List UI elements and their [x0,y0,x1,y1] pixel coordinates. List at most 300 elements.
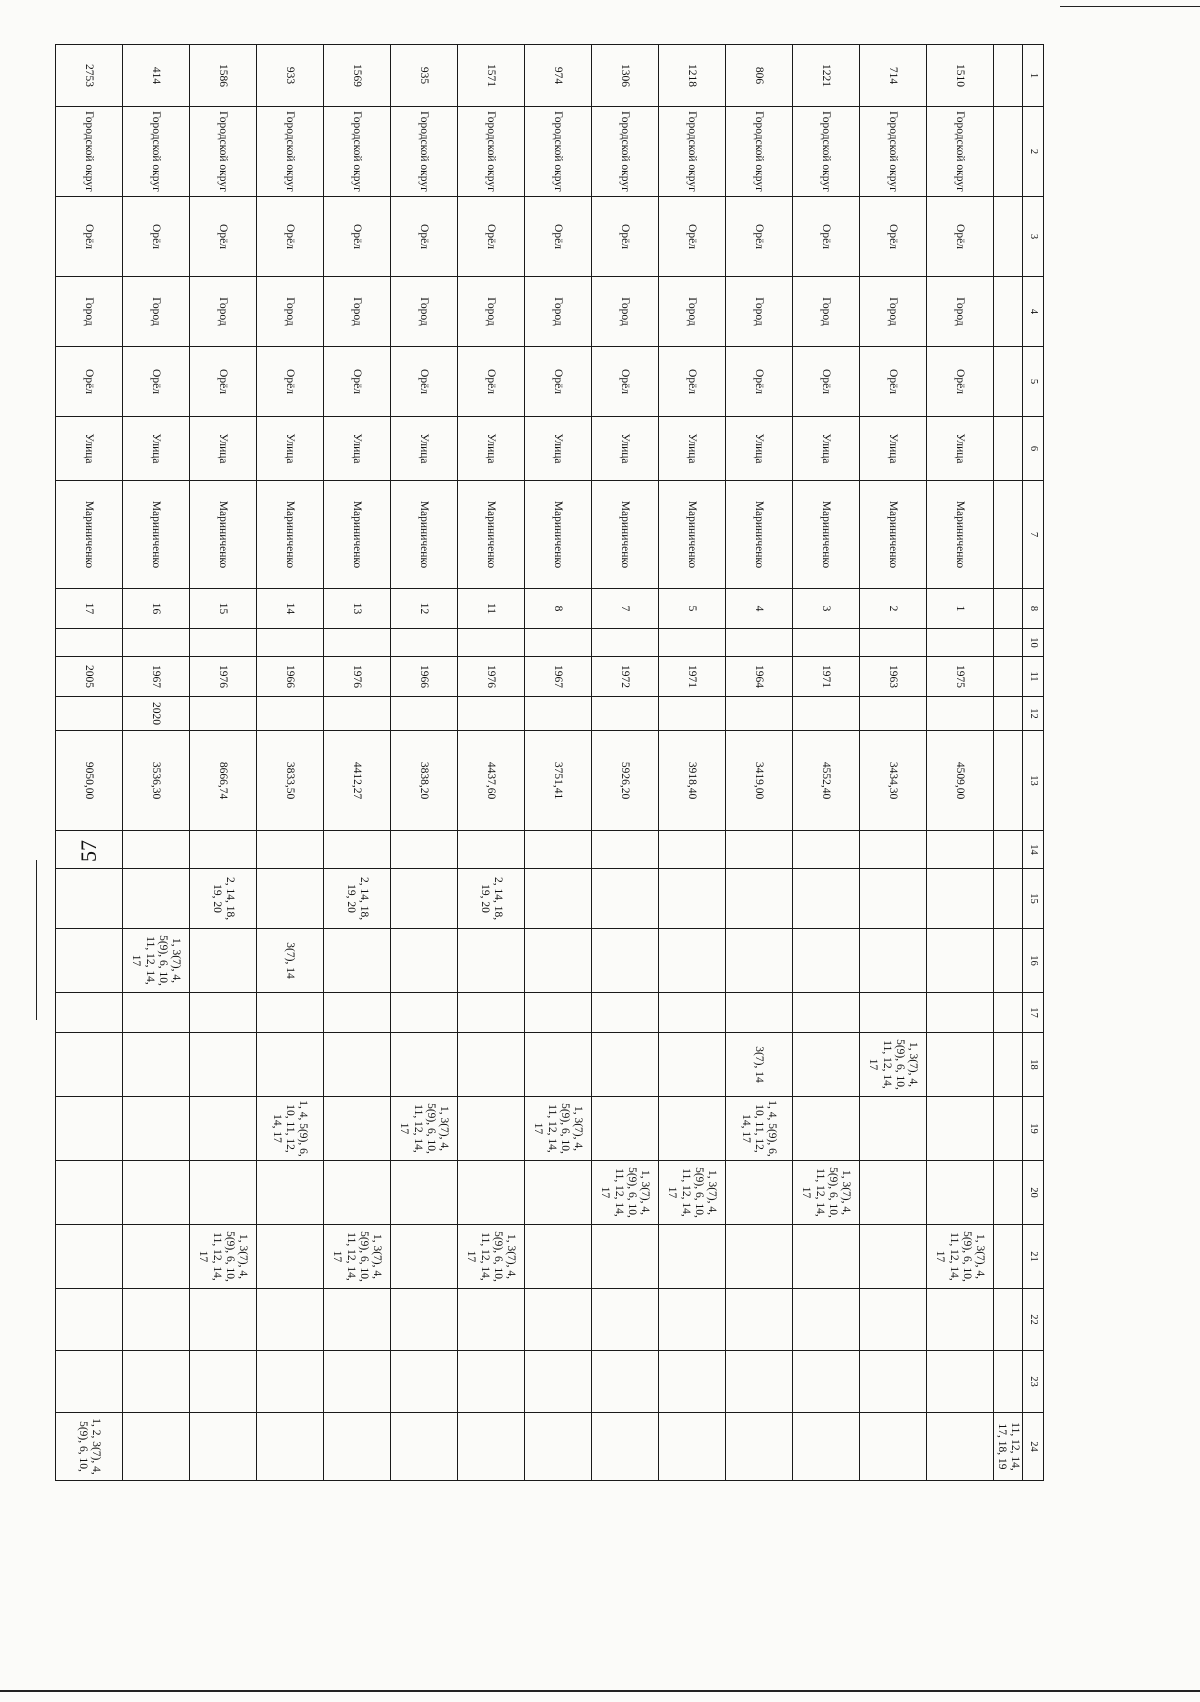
table-cell [859,929,926,993]
table-cell: 1976 [457,657,524,697]
column-header: 18 [1023,1033,1044,1097]
table-cell [591,1033,658,1097]
table-cell: Город [524,277,591,347]
table-cell: Мариниченко [792,481,859,589]
table-cell: Улица [792,417,859,481]
table-cell [725,1161,792,1225]
table-cell [524,1351,591,1413]
table-row [524,45,591,1481]
table-cell [122,629,189,657]
table-cell [725,1289,792,1351]
table-cell [390,1289,457,1351]
table-cell: Мариниченко [323,481,390,589]
table-cell [390,929,457,993]
table-cell [457,993,524,1033]
table-cell [323,1033,390,1097]
table-cell [457,1033,524,1097]
table-cell: Город [189,277,256,347]
table-cell: 7 [591,589,658,629]
table-cell [55,831,122,869]
table-cell [926,1413,993,1481]
table-cell [457,697,524,731]
table-cell [457,1289,524,1351]
table-cell [256,831,323,869]
table-cell [658,1351,725,1413]
table-cell [591,1289,658,1351]
column-header: 11 [1023,657,1044,697]
table-cell [926,697,993,731]
table-cell [725,629,792,657]
table-cell: Город [457,277,524,347]
table-cell [926,1289,993,1351]
table-cell: Мариниченко [658,481,725,589]
spacer-cell [993,993,1022,1033]
spacer-cell [993,589,1022,629]
table-cell: Мариниченко [189,481,256,589]
table-cell: Улица [390,417,457,481]
table-cell: Городской округ [189,107,256,197]
table-cell: 17 [55,589,122,629]
table-cell: Город [55,277,122,347]
table-cell: Орёл [122,197,189,277]
table-cell: Улица [859,417,926,481]
table-cell: 3(7), 14 [725,1033,792,1097]
table-cell: 2, 14, 18, 19, 20 [189,869,256,929]
table-cell: Орёл [457,197,524,277]
spacer-cell [993,1033,1022,1097]
table-cell: Город [323,277,390,347]
table-cell [524,1161,591,1225]
table-cell: Город [792,277,859,347]
column-header: 23 [1023,1351,1044,1413]
table-cell [55,629,122,657]
column-header: 10 [1023,629,1044,657]
table-cell: Город [926,277,993,347]
table-cell: Орёл [591,197,658,277]
table-cell: 2020 [122,697,189,731]
table-cell: 1, 3(7), 4, 5(9), 6, 10, 11, 12, 14, 17 [524,1097,591,1161]
table-cell: Орёл [859,197,926,277]
table-cell [591,629,658,657]
column-header: 20 [1023,1161,1044,1225]
table-cell [122,1033,189,1097]
table-cell [524,1033,591,1097]
table-cell: 1972 [591,657,658,697]
table-cell [189,1351,256,1413]
table-cell [859,1225,926,1289]
table-cell: Мариниченко [256,481,323,589]
table-cell: 1, 4, 5(9), 6, 10, 11, 12, 14, 17 [256,1097,323,1161]
table-cell [323,1413,390,1481]
table-cell: 1571 [457,45,524,107]
table-cell [792,629,859,657]
table-cell [55,929,122,993]
table-cell: 1971 [658,657,725,697]
table-cell [390,1351,457,1413]
table-cell: Орёл [323,197,390,277]
table-cell: 4 [725,589,792,629]
table-cell: 1, 3(7), 4, 5(9), 6, 10, 11, 12, 14, 17 [591,1161,658,1225]
table-cell [256,993,323,1033]
table-cell [591,831,658,869]
table-cell: Улица [323,417,390,481]
table-cell: 2, 14, 18, 19, 20 [323,869,390,929]
table-cell [55,1225,122,1289]
table-cell: Городской округ [524,107,591,197]
table-cell [792,869,859,929]
table-cell: 11 [457,589,524,629]
table-cell: 1964 [725,657,792,697]
table-cell: Городской округ [859,107,926,197]
table-cell: 933 [256,45,323,107]
table-cell [457,831,524,869]
table-cell [792,1413,859,1481]
table-cell [658,869,725,929]
column-header: 3 [1023,197,1044,277]
table-cell [926,929,993,993]
table-cell [658,1289,725,1351]
data-table-rotated [76,44,1044,1475]
table-cell: Орёл [457,347,524,417]
table-cell [55,1351,122,1413]
table-cell: Город [725,277,792,347]
table-cell [725,697,792,731]
table-row [859,45,926,1481]
table-cell: Улица [256,417,323,481]
table-cell: 1976 [323,657,390,697]
table-cell: 1, 3(7), 4, 5(9), 6, 10, 11, 12, 14, 17 [457,1225,524,1289]
table-cell: Город [591,277,658,347]
table-cell [189,929,256,993]
table-cell: Улица [658,417,725,481]
table-cell [658,929,725,993]
table-cell: Орёл [524,197,591,277]
table-cell: Городской округ [390,107,457,197]
table-row [390,45,457,1481]
table-cell [189,629,256,657]
spacer-cell [993,657,1022,697]
table-cell: 14 [256,589,323,629]
table-cell: Орёл [189,197,256,277]
table-row [55,45,122,1481]
table-cell: 1, 4, 5(9), 6, 10, 11, 12, 14, 17 [725,1097,792,1161]
table-cell [189,1413,256,1481]
table-cell [658,831,725,869]
table-cell: Орёл [390,197,457,277]
table-cell: Орёл [725,347,792,417]
column-header: 14 [1023,831,1044,869]
column-header: 2 [1023,107,1044,197]
table-cell [859,1289,926,1351]
spacer-cell [993,417,1022,481]
table-cell: 1, 3(7), 4, 5(9), 6, 10, 11, 12, 14, 17 [189,1225,256,1289]
table-cell [323,831,390,869]
table-cell: Мариниченко [926,481,993,589]
table-cell: 5 [658,589,725,629]
table-cell: 1967 [524,657,591,697]
table-cell [122,1413,189,1481]
table-cell: Городской округ [658,107,725,197]
table-cell: Улица [524,417,591,481]
table-cell [792,831,859,869]
column-header: 16 [1023,929,1044,993]
table-cell [725,1225,792,1289]
table-cell [390,993,457,1033]
table-cell: Орёл [926,347,993,417]
table-cell: 3 [792,589,859,629]
table-cell: Орёл [591,347,658,417]
table-cell: 3751,41 [524,731,591,831]
table-cell: Город [390,277,457,347]
table-cell: Город [122,277,189,347]
table-cell [658,1413,725,1481]
table-cell [189,1289,256,1351]
table-cell [591,929,658,993]
table-row [122,45,189,1481]
table-row [658,45,725,1481]
column-header: 1 [1023,45,1044,107]
table-cell: Мариниченко [524,481,591,589]
table-cell [55,1289,122,1351]
table-cell: Орёл [658,197,725,277]
table-cell: Городской округ [323,107,390,197]
table-cell [457,929,524,993]
table-cell [792,929,859,993]
bottom-edge-line [0,1690,1200,1692]
table-cell: Орёл [792,197,859,277]
table-cell [457,1097,524,1161]
table-cell: Мариниченко [591,481,658,589]
table-cell: 12 [390,589,457,629]
table-cell [658,1097,725,1161]
spacer-cell [993,45,1022,107]
table-cell: Городской округ [256,107,323,197]
table-cell [524,1225,591,1289]
table-row [323,45,390,1481]
table-cell [658,993,725,1033]
table-cell: Мариниченко [725,481,792,589]
table-cell: Городской округ [457,107,524,197]
spacer-cell [993,197,1022,277]
table-cell [189,1033,256,1097]
table-cell: 3434,30 [859,731,926,831]
table-cell [122,1289,189,1351]
table-cell [658,1225,725,1289]
table-cell: 1, 3(7), 4, 5(9), 6, 10, 11, 12, 14, 17 [792,1161,859,1225]
table-cell [792,1225,859,1289]
table-cell [725,929,792,993]
table-cell [725,1413,792,1481]
table-cell: 1, 3(7), 4, 5(9), 6, 10, 11, 12, 14, 17 [926,1225,993,1289]
table-cell [390,831,457,869]
table-cell [859,993,926,1033]
table-cell: Мариниченко [390,481,457,589]
table-cell: 4552,40 [792,731,859,831]
table-cell: 1, 3(7), 4, 5(9), 6, 10, 11, 12, 14, 17 [323,1225,390,1289]
table-cell [256,1225,323,1289]
table-cell: Орёл [859,347,926,417]
column-header: 8 [1023,589,1044,629]
table-cell [189,1097,256,1161]
table-cell: 1, 2, 3(7), 4, 5(9), 6, 10, [55,1413,122,1481]
table-row [457,45,524,1481]
column-header: 7 [1023,481,1044,589]
table-cell [591,993,658,1033]
spacer-cell [993,1225,1022,1289]
table-cell [926,1161,993,1225]
spacer-cell [993,629,1022,657]
table-cell [725,993,792,1033]
table-cell [792,1033,859,1097]
table-cell: 1966 [390,657,457,697]
table-cell [926,993,993,1033]
table-row [256,45,323,1481]
table-cell: 1569 [323,45,390,107]
table-cell [256,1161,323,1225]
table-cell [524,1413,591,1481]
table-cell [457,1161,524,1225]
table-cell [122,1225,189,1289]
table-cell [859,1413,926,1481]
table-cell [390,1033,457,1097]
top-edge-line [1060,6,1200,7]
table-cell: 3419,00 [725,731,792,831]
table-cell: 3833,50 [256,731,323,831]
table-cell [725,1351,792,1413]
table-cell [524,993,591,1033]
top-right-note: 11, 12, 14, 17, 18, 19 [993,1413,1022,1481]
table-cell: Городской округ [725,107,792,197]
table-cell [792,1097,859,1161]
table-cell [792,697,859,731]
table-cell [926,869,993,929]
table-cell [457,629,524,657]
table-cell [524,1289,591,1351]
table-cell [390,1225,457,1289]
table-cell: 414 [122,45,189,107]
column-header: 21 [1023,1225,1044,1289]
column-header: 15 [1023,869,1044,929]
table-cell [859,697,926,731]
table-cell [524,869,591,929]
column-header: 17 [1023,993,1044,1033]
table-cell: Город [658,277,725,347]
spacer-cell [993,1161,1022,1225]
table-cell: Городской округ [122,107,189,197]
table-cell [256,1289,323,1351]
column-header: 13 [1023,731,1044,831]
table-cell: 4412,27 [323,731,390,831]
table-cell [524,831,591,869]
table-cell [256,629,323,657]
table-cell [591,1351,658,1413]
page-number: 57 [76,840,101,862]
table-cell [323,993,390,1033]
table-cell [591,1225,658,1289]
table-row [189,45,256,1481]
spacer-row [993,45,1022,1481]
table-cell [926,1351,993,1413]
table-cell: 1218 [658,45,725,107]
table-cell: 1586 [189,45,256,107]
table-cell [792,1351,859,1413]
table-row [926,45,993,1481]
table-cell: 4437,60 [457,731,524,831]
column-header: 6 [1023,417,1044,481]
column-header: 24 [1023,1413,1044,1481]
table-cell: 806 [725,45,792,107]
table-cell: 3918,40 [658,731,725,831]
table-cell: 1221 [792,45,859,107]
table-cell: 1510 [926,45,993,107]
spacer-cell [993,347,1022,417]
table-row [725,45,792,1481]
spacer-cell [993,107,1022,197]
table-cell: Орёл [256,197,323,277]
table-cell: Улица [122,417,189,481]
table-cell: Мариниченко [55,481,122,589]
table-cell [390,869,457,929]
spacer-cell [993,277,1022,347]
table-cell [323,629,390,657]
table-cell: 1976 [189,657,256,697]
spacer-cell [993,869,1022,929]
table-cell [524,629,591,657]
table-cell [390,1413,457,1481]
table-cell [122,831,189,869]
table-cell [323,1097,390,1161]
table-cell: Орёл [189,347,256,417]
table-cell: Орёл [725,197,792,277]
table-cell: Городской округ [55,107,122,197]
table-cell: 1, 3(7), 4, 5(9), 6, 10, 11, 12, 14, 17 [122,929,189,993]
table-cell: Орёл [55,347,122,417]
table-cell: Город [256,277,323,347]
spacer-cell [993,831,1022,869]
table-cell [256,697,323,731]
table-cell [926,1097,993,1161]
spacer-cell [993,1289,1022,1351]
table-cell [323,697,390,731]
table-cell: 935 [390,45,457,107]
table-cell: 3838,20 [390,731,457,831]
column-header: 5 [1023,347,1044,417]
spacer-cell [993,731,1022,831]
column-header: 22 [1023,1289,1044,1351]
spacer-cell [993,1351,1022,1413]
table-row [792,45,859,1481]
table-cell: 714 [859,45,926,107]
table-cell: 4509,00 [926,731,993,831]
table-cell [189,993,256,1033]
table-cell [55,1097,122,1161]
table-cell: Орёл [792,347,859,417]
table-cell [256,869,323,929]
table-cell: Улица [457,417,524,481]
table-cell: Улица [55,417,122,481]
table-cell [859,869,926,929]
left-margin-line [36,860,37,1020]
table-cell: Орёл [390,347,457,417]
table-cell: 1963 [859,657,926,697]
table-cell: Орёл [926,197,993,277]
table-cell: Улица [725,417,792,481]
table-cell [122,1097,189,1161]
table-cell [524,929,591,993]
table-cell: 9050,00 [55,731,122,831]
spacer-cell [993,697,1022,731]
table-cell [591,869,658,929]
